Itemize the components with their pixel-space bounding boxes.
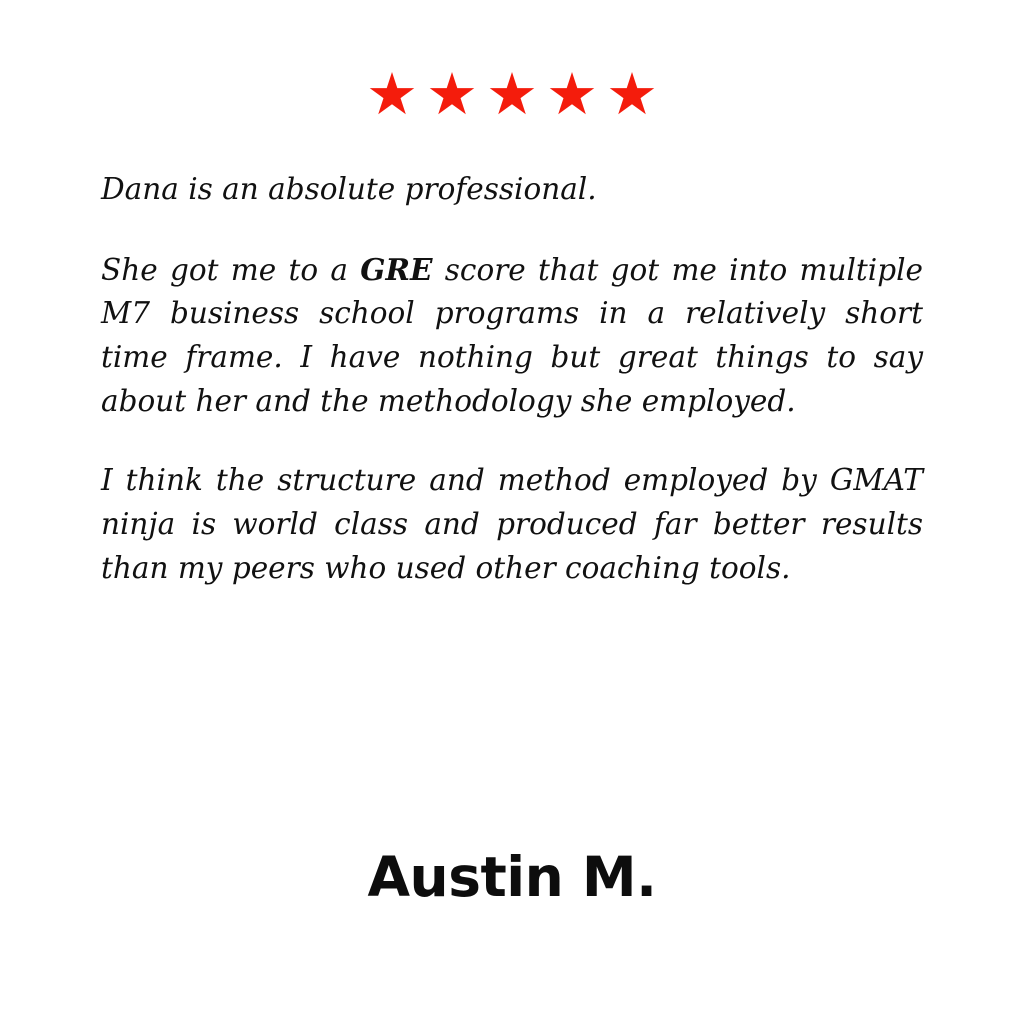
review-paragraph <box>101 459 923 590</box>
star-icon: ★ <box>366 62 418 127</box>
review-emphasis-gre: GRE <box>360 251 433 287</box>
review-paragraph <box>101 248 923 424</box>
star-icon: ★ <box>486 62 538 127</box>
star-icon: ★ <box>546 62 598 127</box>
star-icon: ★ <box>606 62 658 127</box>
review-text-segment: Dana is an absolute professional. <box>101 172 597 206</box>
review-paragraph <box>101 168 923 212</box>
review-text-segment: score that got me into multiple M7 business school programs in a relatively short time frame. I have nothing but great things to say about her and the methodology she employed. <box>101 252 923 418</box>
review-text-segment: She got me to a <box>101 252 361 287</box>
star-icon: ★ <box>426 62 478 127</box>
author-name: Austin M. <box>367 845 657 909</box>
review-text <box>101 168 923 590</box>
review-text-segment: I think the structure and method employed by GMAT ninja is world class and produced far better results than my peers who used other coaching tools. <box>101 463 923 585</box>
star-rating <box>366 62 658 127</box>
